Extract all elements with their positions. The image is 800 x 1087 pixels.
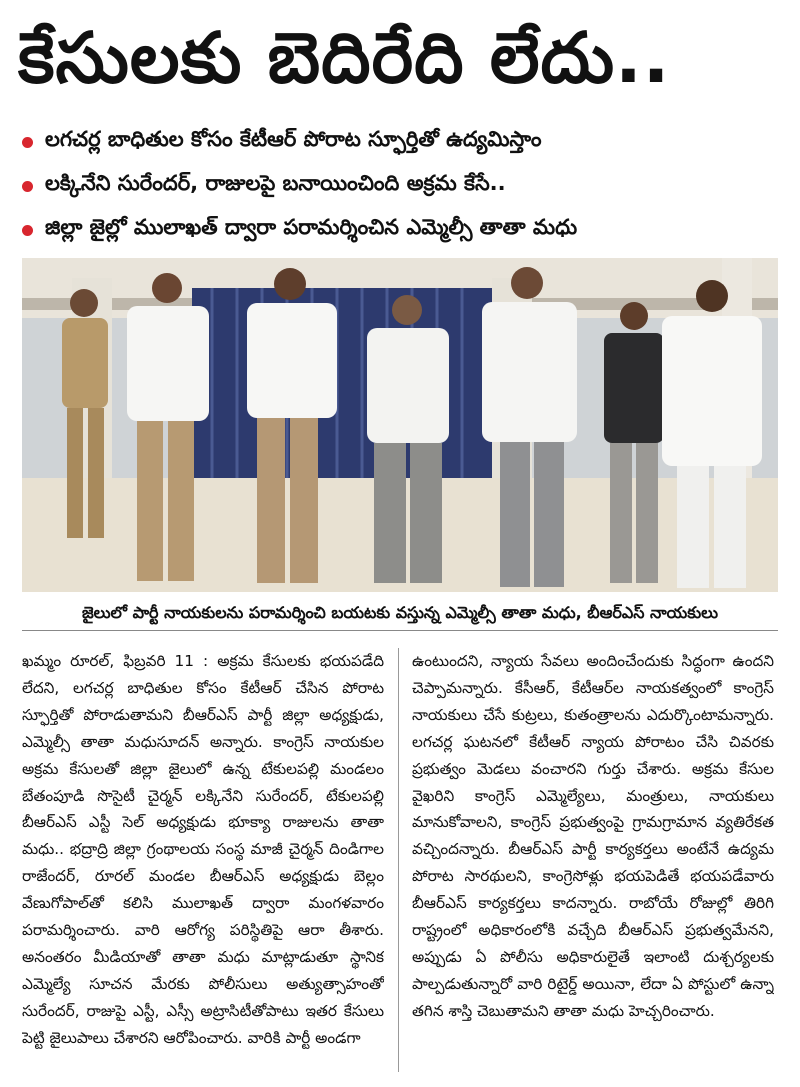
bullet-item [22, 208, 782, 252]
bullet-item [22, 120, 782, 164]
column-divider [398, 648, 399, 1072]
bullet-text: జిల్లా జైల్లో ములాఖత్ ద్వారా పరామర్శించిన ఎమ్మెల్సీ తాతా మధు [45, 215, 578, 239]
article-column-left: ఖమ్మం రూరల్, ఫిబ్రవరి 11 : అక్రమ కేసులకు భయపడేది లేదని, లగచర్ల బాధితుల కోసం కేటీఆర్ చేసిన పోరాట స్ఫూర్తితో పోరాడుతామని బీఆర్ఎస్ పార్టీ జిల్లా అధ్యక్షుడు, ఎమ్మెల్సీ తాతా మధుసూదన్ అన్నారు. కాంగ్రెస్ నాయకుల అక్రమ కేసులతో జిల్లా జైలులో ఉన్న టేకులపల్లి మండలం బేతంపూడి సొసైటీ చైర్మన్ లక్కినేని సురేందర్, టేకులపల్లి బీఆర్ఎస్ ఎస్టీ సెల్ అధ్యక్షుడు భూక్యా రాజులను తాతా మధు.. భద్రాద్రి జిల్లా గ్రంథాలయ సంస్థ మాజీ చైర్మన్ దిండిగాల రాజేందర్, రూరల్ మండల బీఆర్ఎస్ అధ్యక్షుడు బెల్లం వేణుగోపాల్‌తో కలిసి ములాఖత్ ద్వారా మంగళవారం పరామర్శించారు. వారి ఆరోగ్య పరిస్థితిపై ఆరా తీశారు. అనంతరం మీడియాతో తాతా మధు మాట్లాడుతూ స్థానిక ఎమ్మెల్యే సూచన మేరకు పోలీసులు అత్యుత్సాహంతో సురేందర్, రాజుపై ఎస్టీ, ఎస్సీ అట్రాసిటీతోపాటు ఇతర కేసులు పెట్టి జైలుపాలు చేశారని ఆరోపించారు. వారికి పార్టీ అండగా [22, 652, 384, 1047]
bullet-dot-icon [22, 181, 33, 192]
article-column-right: ఉంటుందని, న్యాయ సేవలు అందించేందుకు సిద్ధంగా ఉందని చెప్పామన్నారు. కేసీఆర్, కేటీఆర్‌ల నాయకత్వంలో కాంగ్రెస్ నాయకులు చేసే కుట్రలు, కుతంత్రాలను ఎదుర్కొంటామన్నారు. లగచర్ల ఘటనలో కేటీఆర్ న్యాయ పోరాటం చేసి చివరకు ప్రభుత్వం మెడలు వంచారని గుర్తు చేశారు. అక్రమ కేసుల వైఖరిని కాంగ్రెస్ ఎమ్మెల్యేలు, మంత్రులు, నాయకులు మానుకోవాలని, కాంగ్రెస్ ప్రభుత్వంపై గ్రామగ్రామాన వ్యతిరేకత వచ్చిందన్నారు. బీఆర్ఎస్ పార్టీ కార్యకర్తలు అంటేనే ఉద్యమ పోరాట సారథులని, కాంగ్రెసోళ్లు భయపెడితే భయపడేవారు బీఆర్ఎస్ కార్యకర్తలు కాదన్నారు. రాబోయే రోజుల్లో తిరిగి రాష్ట్రంలో అధికారంలోకి వచ్చేది బీఆర్ఎస్ ప్రభుత్వమేనని, అప్పుడు ఏ పోలీసు అధికారులైతే ఇలాంటి దుశ్చర్యలకు పాల్పడుతున్నారో వారి రిటైర్డ్ అయినా, లేదా ఏ పోస్టులో ఉన్నా తగిన శాస్తి చెబుతామని తాతా మధు హెచ్చరించారు. [412, 652, 774, 1020]
photo-caption: జైలులో పార్టీ నాయకులను పరామర్శించి బయటకు వస్తున్న ఎమ్మెల్సీ తాతా మధు, బీఆర్ఎస్ నాయకులు [22, 596, 778, 631]
bullet-item [22, 164, 782, 208]
summary-bullets [22, 120, 782, 252]
news-photo [22, 258, 778, 592]
bullet-dot-icon [22, 225, 33, 236]
news-photo-illustration [22, 258, 778, 592]
headline: కేసులకు బెదిరేది లేదు.. [18, 17, 671, 99]
bullet-text: లగచర్ల బాధితుల కోసం కేటీఆర్ పోరాట స్ఫూర్తితో ఉద్యమిస్తాం [45, 127, 542, 151]
bullet-dot-icon [22, 137, 33, 148]
bullet-text: లక్కినేని సురేందర్, రాజులపై బనాయించింది అక్రమ కేసే.. [45, 171, 506, 195]
